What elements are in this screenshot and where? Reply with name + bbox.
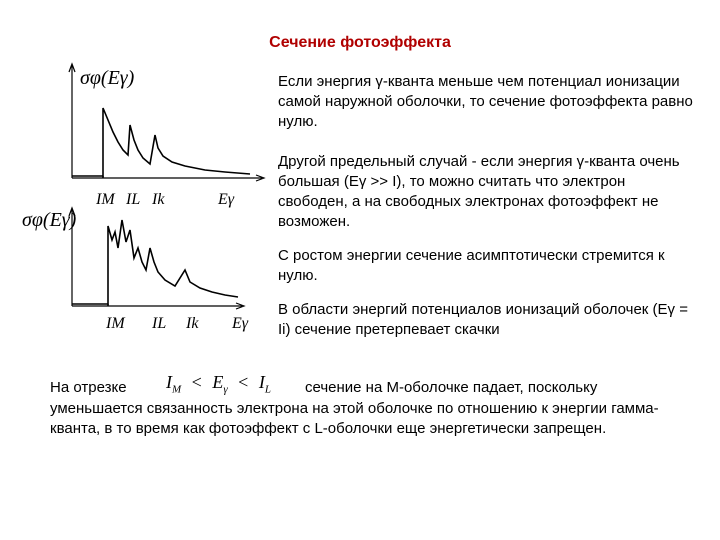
- top-graph-ylabel: σφ(Eγ): [80, 67, 135, 89]
- paragraph-asymptotic: С ростом энергии сечение асимптотически стремится к нулю.: [278, 247, 665, 284]
- paragraph-below-threshold: Если энергия γ-кванта меньше чем потенциал ионизации самой наружной оболочки, то сечение фотоэффекта равно нулю.: [278, 73, 693, 130]
- formula-op1: <: [191, 372, 202, 392]
- bottom-tick-ik: Ik: [186, 315, 199, 332]
- formula-il: $I_L$: [258, 372, 271, 396]
- bottom-lead: На отрезке: [50, 379, 127, 396]
- bottom-graph-xlabel: Eγ: [232, 315, 249, 332]
- page-title: Сечение фотоэффекта: [269, 34, 451, 51]
- bottom-graph-curve: [72, 220, 238, 306]
- formula-egamma: $E_\gamma$: [212, 372, 228, 396]
- formula-im: $I_M$: [166, 372, 182, 396]
- bottom-tick-im: IM: [106, 315, 125, 332]
- bottom-paragraph: [50, 378, 690, 440]
- bottom-text: сечение на М-оболочке падает, поскольку уменьшается связанность электрона на этой оболочке по отношению к энергии гамма-кванта, в то время как фотоэффект с L-оболочки еще энергетически запрещен.: [50, 379, 659, 437]
- top-tick-im: IM: [96, 191, 115, 208]
- top-tick-ik: Ik: [152, 191, 165, 208]
- bottom-tick-il: IL: [152, 315, 167, 332]
- formula-op2: <: [238, 372, 249, 392]
- bottom-graph-ylabel: σφ(Eγ): [22, 209, 77, 231]
- top-graph-xlabel: Eγ: [218, 191, 235, 208]
- paragraph-jumps: В области энергий потенциалов ионизаций оболочек (Eγ = Ii) сечение претерпевает скачки: [278, 301, 688, 338]
- paragraph-free-electron: Другой предельный случай - если энергия γ-кванта очень большая (Eγ >> I), то можно считать что электрон свободен, а на свободных электронах фотоэффект не возможен.: [278, 153, 680, 230]
- top-tick-il: IL: [126, 191, 141, 208]
